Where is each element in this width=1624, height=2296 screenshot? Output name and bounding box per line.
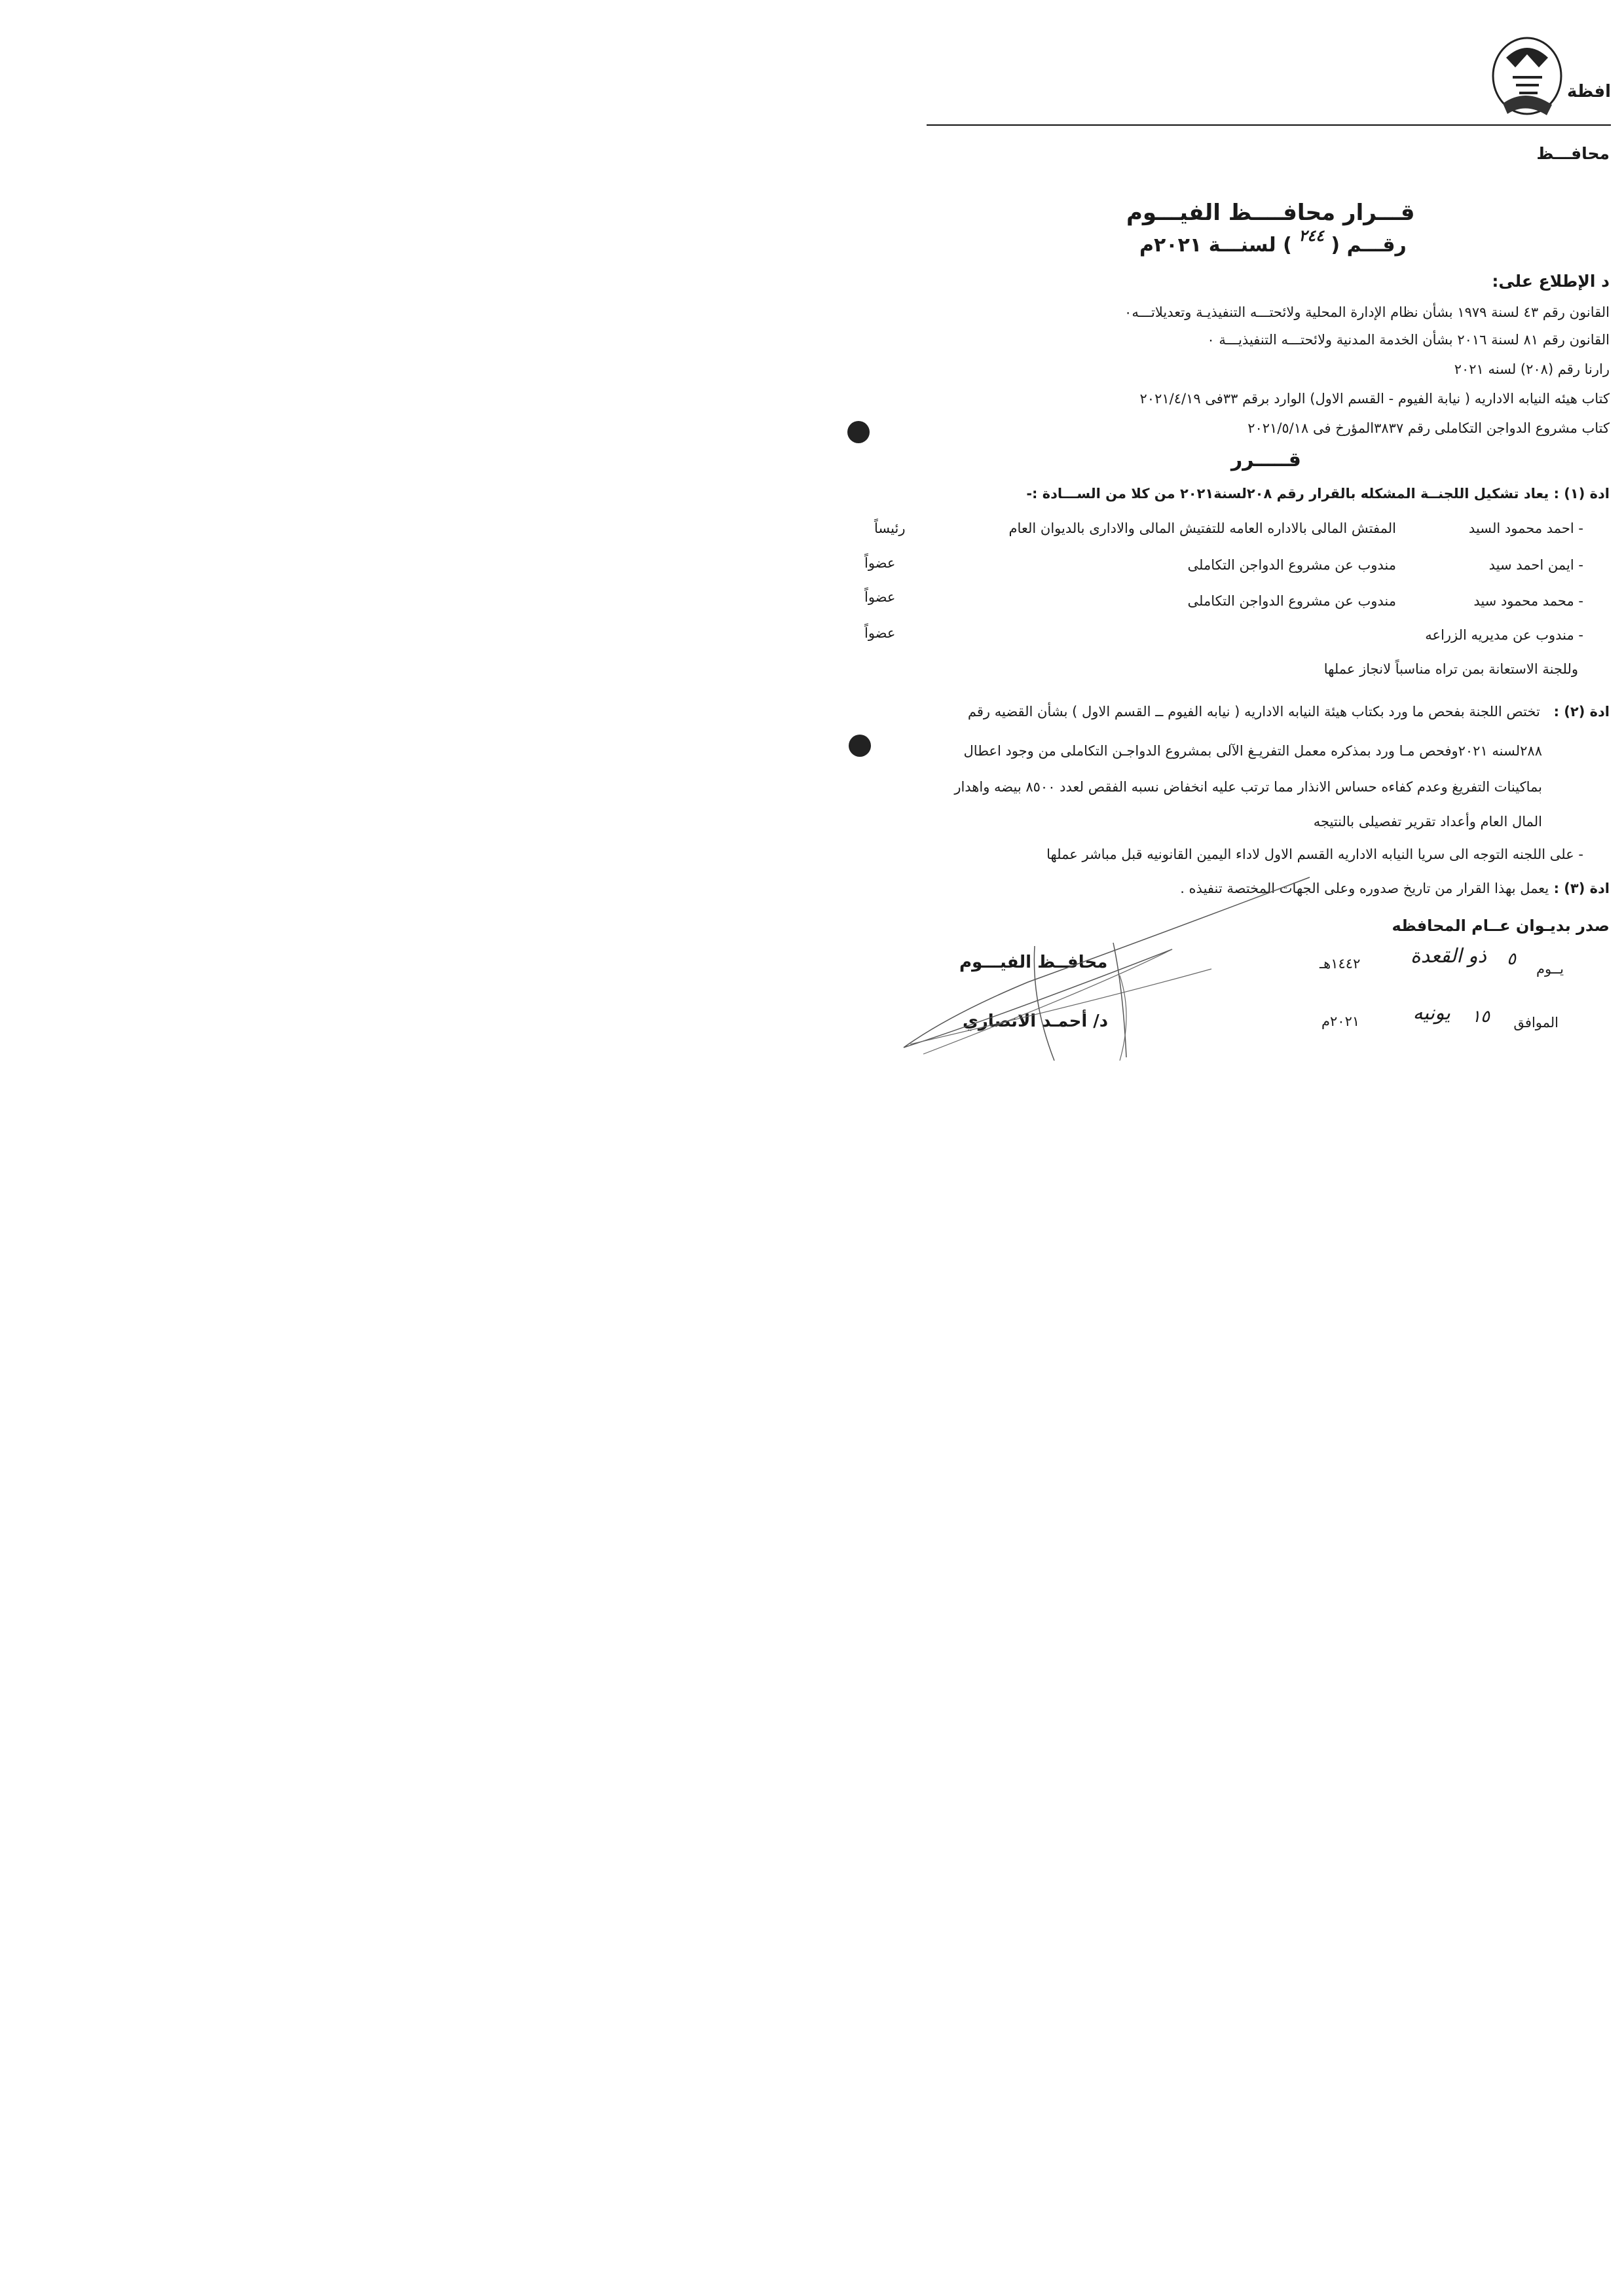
member-role: عضواً bbox=[864, 625, 896, 641]
decision-title: قـــرار محافــــظ الفيـــوم bbox=[1126, 200, 1415, 226]
member-name: - احمد محمود السيد bbox=[1468, 520, 1583, 536]
article-2-bullet: - على اللجنه التوجه الى سريا النيابه الاداريه القسم الاول لاداء اليمين القانونيه قبل مباشر عملها bbox=[1046, 847, 1583, 862]
article-1-label: ادة (١) : bbox=[1549, 486, 1610, 501]
decision-number-handwritten: ٢٤٤ bbox=[1299, 226, 1324, 245]
punch-hole-mark bbox=[849, 735, 871, 757]
hijri-month: ذو القعدة bbox=[1411, 945, 1486, 968]
governorate-seal-logo bbox=[1486, 31, 1572, 123]
header-divider bbox=[927, 124, 1611, 126]
issued-statement: صدر بديـوان عــام المحافظه bbox=[1392, 917, 1610, 935]
hijri-year: ١٤٤٢هـ bbox=[1320, 956, 1361, 972]
member-role: عضواً bbox=[864, 589, 896, 605]
hijri-day-label: يــوم bbox=[1536, 961, 1564, 977]
member-name: - محمد محمود سيد bbox=[1473, 593, 1583, 609]
member-name: - ايمن احمد سيد bbox=[1488, 557, 1583, 573]
header-side-text: افظة bbox=[1566, 82, 1611, 101]
decision-number bbox=[1139, 226, 1407, 257]
preamble-item: رارنا رقم (٢٠٨) لسنه ٢٠٢١ bbox=[1454, 361, 1610, 377]
article-3-label: ادة (٣) : bbox=[1549, 881, 1610, 896]
member-role: رئيساً bbox=[874, 520, 906, 536]
punch-hole-mark bbox=[847, 421, 870, 443]
signatory-name: د/ أحمـد الانصاري bbox=[963, 1011, 1109, 1031]
gregorian-month: يونيه bbox=[1412, 1002, 1450, 1025]
decision-number-suffix: ) لسنـــة ٢٠٢١م bbox=[1139, 234, 1292, 257]
preamble-heading: د الإطلاع على: bbox=[1492, 272, 1610, 291]
article-3-text: يعمل بهذا القرار من تاريخ صدوره وعلى الجهات المختصة تنفيذه . bbox=[1180, 881, 1549, 896]
member-position: مندوب عن مشروع الدواجن التكاملى bbox=[1187, 557, 1396, 573]
member-name: - مندوب عن مديريه الزراعه bbox=[1425, 627, 1583, 643]
article-2-line: تختص اللجنة بفحص ما ورد بكتاب هيئة النيابه الاداريه ( نيابه الفيوم ــ القسم الاول ) بشأن القضيه رقم bbox=[967, 704, 1540, 720]
member-position: المفتش المالى بالاداره العامه للتفتيش المالى والادارى بالديوان العام bbox=[1008, 520, 1396, 536]
gregorian-year: ٢٠٢١م bbox=[1321, 1013, 1360, 1029]
hijri-day: ٥ bbox=[1507, 949, 1516, 969]
gregorian-day: ١٥ bbox=[1471, 1007, 1490, 1027]
preamble-item: كتاب هيئه النيابه الاداريه ( نيابة الفيوم - القسم الاول) الوارد برقم ٣٣فى ٢٠٢١/٤/١٩ bbox=[1139, 391, 1610, 407]
preamble-item: القانون رقم ٤٣ لسنة ١٩٧٩ بشأن نظام الإدارة المحلية ولائحتـــه التنفيذيـة وتعديلاتـــه٠ bbox=[1124, 304, 1610, 320]
article-1 bbox=[1026, 486, 1610, 501]
signatory-title: محافــظ الفيـــوم bbox=[959, 953, 1108, 972]
article-2-line: المال العام وأعداد تقرير تفصيلى بالنتيجه bbox=[1313, 814, 1542, 829]
decision-heading: قـــــرر bbox=[1231, 448, 1301, 471]
article-2-line: بماكينات التفريغ وعدم كفاءه حساس الانذار مما ترتب عليه انخفاض نسبه الفقص لعدد ٨٥٠٠ بيضه واهدار bbox=[954, 779, 1542, 795]
preamble-item: كتاب مشروع الدواجن التكاملى رقم ٣٨٣٧المؤرخ فى ٢٠٢١/٥/١٨ bbox=[1247, 420, 1610, 436]
member-position: مندوب عن مشروع الدواجن التكاملى bbox=[1187, 593, 1396, 609]
article-2 bbox=[968, 704, 1610, 720]
article-2-line: ٢٨٨لسنه ٢٠٢١وفحص مـا ورد بمذكره معمل التفريـغ الآلى بمشروع الدواجـن التكاملى من وجود اعطال bbox=[963, 743, 1542, 759]
handwritten-signature-strokes bbox=[897, 871, 1316, 1067]
governorate-label: محافـــظ bbox=[1536, 144, 1610, 163]
gregorian-label: الموافق bbox=[1513, 1015, 1559, 1030]
article-1-text: يعاد تشكيل اللجنــة المشكله بالقرار رقم ٢٠٨لسنة٢٠٢١ من كلا من الســـادة :- bbox=[1026, 486, 1549, 501]
member-role: عضواً bbox=[864, 555, 896, 571]
preamble-item: القانون رقم ٨١ لسنة ٢٠١٦ بشأن الخدمة المدنية ولائحتـــه التنفيذيـــة ٠ bbox=[1207, 332, 1610, 348]
article-1-note: وللجنة الاستعانة بمن تراه مناسباً لانجاز عملها bbox=[1323, 661, 1578, 677]
article-2-label: ادة (٢) : bbox=[1549, 704, 1610, 720]
decision-number-prefix: رقـــم ( bbox=[1331, 234, 1407, 257]
